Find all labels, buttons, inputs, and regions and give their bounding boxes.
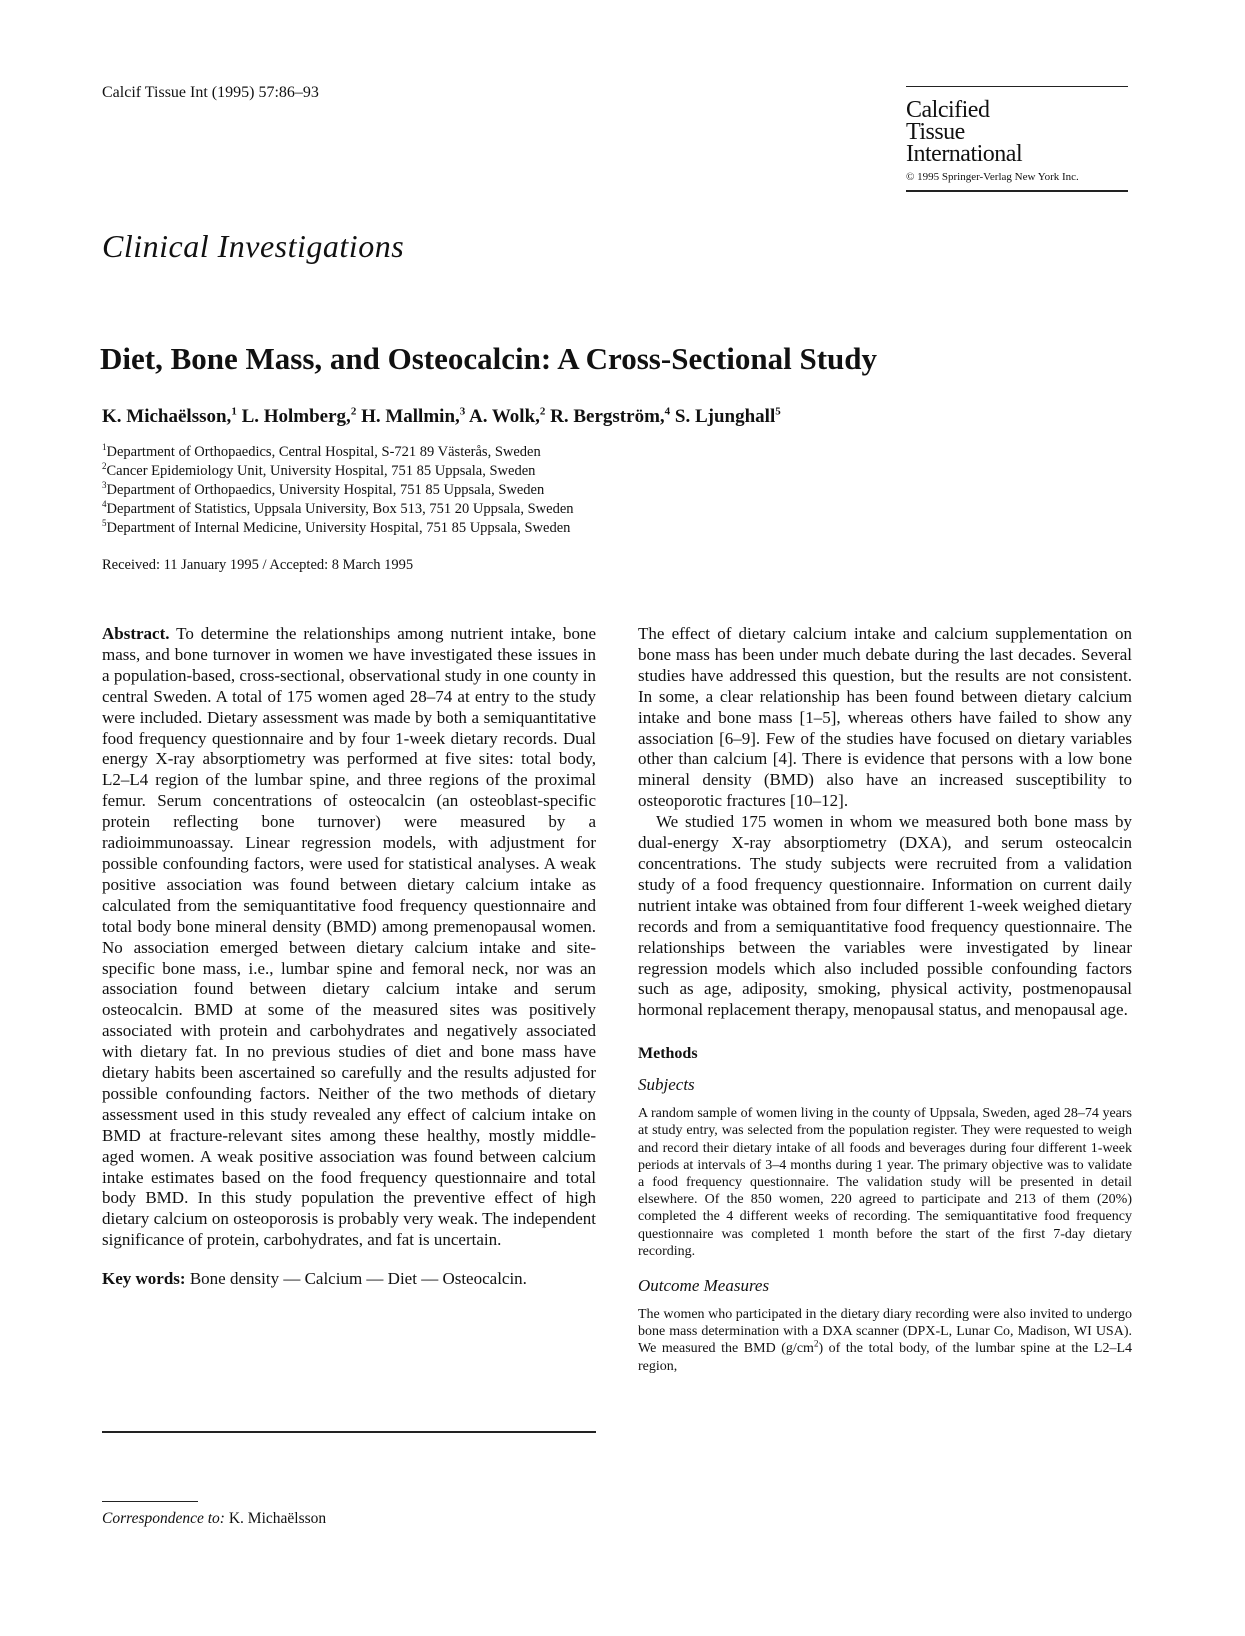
author-affiliation-mark: 2 [539,405,546,418]
journal-logo-line-2: Tissue [906,119,965,145]
keywords-label: Key words: [102,1269,186,1289]
logo-top-rule [906,86,1128,87]
affiliation-number: 4 [102,499,107,510]
received-dates: Received: 11 January 1995 / Accepted: 8 March 1995 [102,557,414,573]
author-name: A. Wolk, [468,406,540,427]
affiliation-list [102,443,574,538]
journal-logo-line-3: International [906,141,1023,167]
affiliation-text: Department of Statistics, Uppsala University, Box 513, 751 20 Uppsala, Sweden [106,501,574,517]
author-name: S. Ljunghall [674,406,776,427]
author-affiliation-mark: 5 [775,405,781,418]
logo-bottom-rule [906,190,1128,192]
journal-citation: Calcif Tissue Int (1995) 57:86–93 [102,84,319,101]
affiliation-number: 3 [102,480,107,491]
abstract-text: To determine the relationships among nutrient intake, bone mass, and bone turnover in women we have investigated these issues in a population-based, cross-sectional, observational study in one county in central Sweden. A total of 175 women aged 28–74 at entry to the study were included. Dietary assessment was made by both a semiquantitative food frequency questionnaire and by four 1-week dietary records. Dual energy X-ray absorptiometry was performed at five sites: total body, L2–L4 region of the lumbar spine, and three regions of the proximal femur. Serum concentrations of osteocalcin (an osteoblast-specific protein reflecting bone turnover) were measured by a radioimmunoassay. Linear regression models, with adjustment for possible confounding factors, were used for statistical analyses. A weak positive association was found between dietary calcium intake as calculated from the semiquantitative food frequency questionnaire and total body bone mineral density (BMD) among premenopausal women. No association emerged between dietary calcium intake and site-specific bone mass, i.e., lumbar spine and femoral neck, nor was an association found between dietary calcium intake and serum osteocalcin. BMD at some of the measured sites was positively associated with protein and carbohydrates and negatively associated with dietary fat. In no previous studies of diet and bone mass have dietary habits been ascertained so carefully and the results adjusted for possible confounding factors. Neither of the two methods of dietary assessment used in this study revealed any effect of calcium intake on BMD at fracture-relevant sites among these healthy, mostly middle-aged women. A weak positive association was found between calcium intake estimates based on the food frequency questionnaire and total body BMD. In this study population the preventive effect of high dietary calcium on osteoporosis is probably very weak. The independent significance of protein, carbohydrates, and fat is uncertain. [102,624,596,1250]
outcome-paragraph [638,1306,1132,1375]
footnote-rule [102,1501,198,1502]
author-affiliation-mark: 3 [459,405,466,418]
journal-logo-block [906,86,1128,192]
correspondence-footnote [102,1510,326,1528]
correspondence-name: K. Michaëlsson [228,1510,327,1527]
subjects-subheading: Subjects [638,1075,695,1095]
author-name: R. Bergström, [550,406,665,427]
keywords-line [102,1269,596,1290]
section-heading: Clinical Investigations [102,228,405,264]
body-column [638,624,1132,1375]
affiliation-item [102,481,574,500]
subjects-paragraph: A random sample of women living in the county of Uppsala, Sweden, aged 28–74 years at study entry, was selected from the population register. They were requested to weigh and record their dietary intake of all foods and beverages during four different 1-week periods at intervals of 3–4 months during 1 year. The primary objective was to validate a food frequency questionnaire. The validation study will be presented in detail elsewhere. Of the 850 women, 220 agreed to participate and 213 of them (20%) completed the 4 different weeks of recording. The semiquantitative food frequency questionnaire was completed 1 month before the start of the first 7-day dietary recording. [638,1106,1132,1259]
affiliation-item [102,462,574,481]
author-name: L. Holmberg, [241,406,351,427]
affiliation-text: Department of Orthopaedics, Central Hospital, S-721 89 Västerås, Sweden [106,444,541,460]
methods-heading: Methods [638,1045,698,1063]
article-title: Diet, Bone Mass, and Osteocalcin: A Cross-Sectional Study [100,341,878,376]
author-affiliation-mark: 1 [231,405,237,418]
outcome-text-end: ) of the total body, of the lumbar spine at the L2–L4 region, [638,1341,1133,1374]
affiliation-item [102,519,574,538]
keywords-rule [102,1431,596,1433]
outcome-superscript: 2 [813,1338,819,1349]
intro-paragraph: We studied 175 women in whom we measured both bone mass by dual-energy X-ray absorptiometry (DXA), and serum osteocalcin concentrations. The study subjects were recruited from a validation study of a food frequency questionnaire. Information on current daily nutrient intake was obtained from four different 1-week weighed dietary records and from a semiquantitative food frequency questionnaire. The relationships between the variables were investigated by linear regression models which also included possible confounding factors such as age, adiposity, smoking, physical activity, postmenopausal hormonal replacement therapy, menopausal status, and menopausal age. [638,812,1132,1020]
keywords-text: Bone density — Calcium — Diet — Osteocalcin. [189,1269,527,1289]
affiliation-text: Cancer Epidemiology Unit, University Hospital, 751 85 Uppsala, Sweden [106,463,536,479]
outcome-subheading: Outcome Measures [638,1276,770,1296]
outcome-text-start: The women who participated in the dietary diary recording were also invited to undergo bone mass determination with a DXA scanner (DPX-L, Lunar Co, Madison, WI USA). We measured the BMD (g/cm [638,1307,1132,1357]
affiliation-number: 1 [102,442,107,453]
intro-paragraph: The effect of dietary calcium intake and calcium supplementation on bone mass has been under much debate during the last decades. Several studies have addressed this question, but the results are not consistent. In some, a clear relationship has been found between dietary calcium intake and bone mass [1–5], whereas others have failed to show any association [6–9]. Few of the studies have focused on dietary variables other than calcium [4]. There is evidence that persons with a low bone mineral density (BMD) also have an increased susceptibility to osteoporotic fractures [10–12]. [638,624,1132,811]
affiliation-item [102,500,574,519]
author-affiliation-mark: 4 [664,405,671,418]
author-list [102,406,781,428]
author-affiliation-mark: 2 [350,405,357,418]
abstract-label: Abstract. [102,624,170,643]
abstract-column [102,624,596,1290]
journal-logo-line-1: Calcified [906,97,990,123]
author-name: H. Mallmin, [361,406,460,427]
affiliation-item [102,443,574,462]
copyright-notice: © 1995 Springer-Verlag New York Inc. [906,171,1079,183]
affiliation-text: Department of Orthopaedics, University Hospital, 751 85 Uppsala, Sweden [106,482,545,498]
affiliation-text: Department of Internal Medicine, University Hospital, 751 85 Uppsala, Sweden [106,520,571,536]
affiliation-number: 5 [102,518,107,529]
abstract-paragraph [102,624,596,1251]
affiliation-number: 2 [102,461,107,472]
author-name: K. Michaëlsson, [102,406,232,427]
correspondence-label: Correspondence to: [102,1510,225,1527]
